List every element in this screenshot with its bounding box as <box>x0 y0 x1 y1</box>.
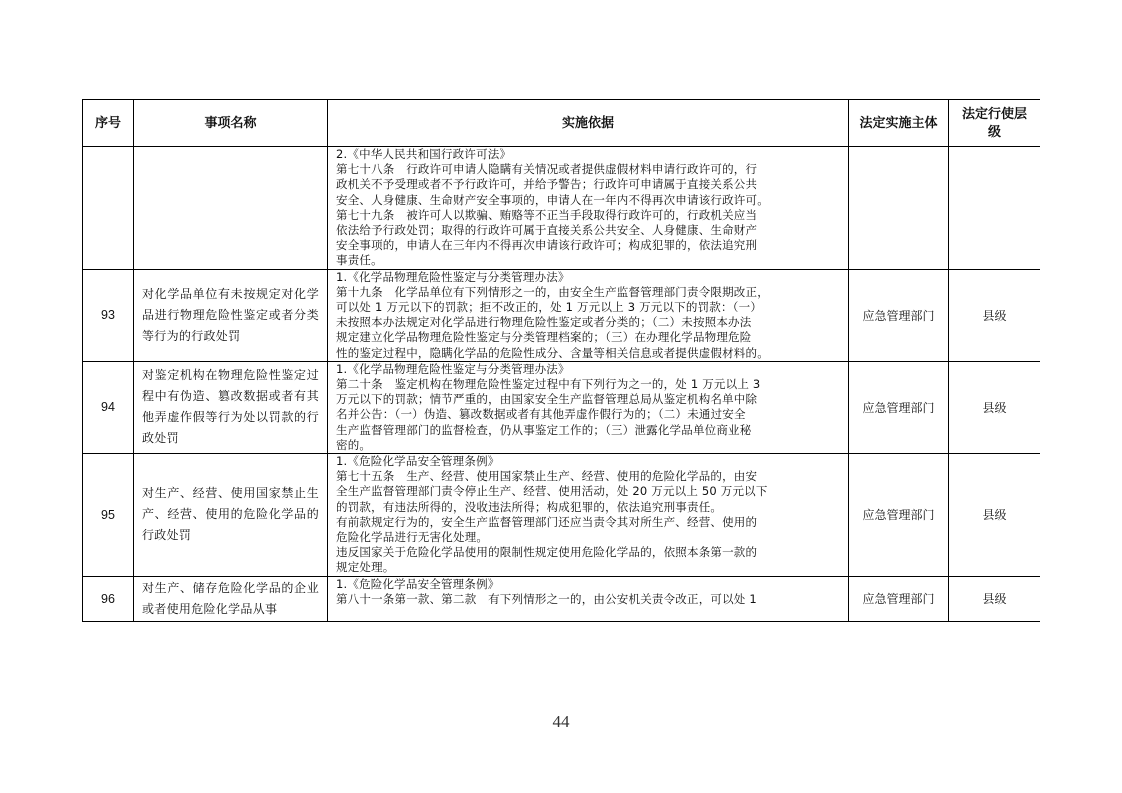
row-item-name: 对生产、经营、使用国家禁止生产、经营、使用的危险化学品的行政处罚 <box>134 454 328 577</box>
row-item-name: 对化学品单位有未按规定对化学品进行物理危险性鉴定或者分类等行为的行政处罚 <box>134 269 328 361</box>
table-row <box>83 576 1041 621</box>
enforcement-items-table <box>82 99 1040 622</box>
basis-line: 名并公告：（一）伪造、篡改数据或者有其他弄虚作假行为的；（二）未通过安全 <box>336 407 746 422</box>
basis-line: 万元以下的罚款；情节严重的，由国家安全生产监督管理总局从鉴定机构名单中除 <box>336 392 758 407</box>
row-serial: 94 <box>83 361 134 453</box>
row-serial <box>83 147 134 270</box>
basis-line: 依法给予行政处罚；取得的行政许可属于直接关系公共安全、人身健康、生命财产 <box>336 223 758 238</box>
row-basis <box>328 147 849 270</box>
table-page-area <box>82 99 1040 697</box>
row-subject <box>849 147 949 270</box>
row-basis <box>328 361 849 453</box>
basis-line: 未按照本办法规定对化学品进行物理危险性鉴定或者分类的；（二）未按照本办法 <box>336 315 752 330</box>
header-level-line2: 级 <box>987 124 1001 139</box>
row-serial: 96 <box>83 576 134 621</box>
basis-line: 第十九条 化学品单位有下列情形之一的，由安全生产监督管理部门责令限期改正， <box>336 284 769 299</box>
basis-line: 2.《中华人民共和国行政许可法》 <box>336 147 512 161</box>
basis-line: 性的鉴定过程中，隐瞒化学品的危险性成分、含量等相关信息或者提供虚假材料的。 <box>336 345 769 360</box>
basis-line: 可以处 1 万元以下的罚款；拒不改正的，处 1 万元以上 3 万元以下的罚款：（一） <box>336 300 763 315</box>
row-subject: 应急管理部门 <box>849 269 949 361</box>
basis-line: 第七十九条 被许可人以欺骗、贿赂等不正当手段取得行政许可的，行政机关应当 <box>336 207 758 222</box>
basis-line: 第二十条 鉴定机构在物理危险性鉴定过程中有下列行为之一的，处 1 万元以上 3 <box>336 377 761 392</box>
row-level: 县级 <box>949 361 1041 453</box>
table-row <box>83 147 1041 270</box>
basis-line: 全生产监督管理部门责令停止生产、经营、使用活动，处 20 万元以上 50 万元以下 <box>336 484 768 499</box>
row-subject: 应急管理部门 <box>849 454 949 577</box>
row-basis <box>328 576 849 621</box>
row-level: 县级 <box>949 269 1041 361</box>
row-subject: 应急管理部门 <box>849 576 949 621</box>
row-item-name: 对生产、储存危险化学品的企业或者使用危险化学品从事 <box>134 576 328 621</box>
table-row <box>83 454 1041 577</box>
header-subject: 法定实施主体 <box>849 100 949 147</box>
row-serial: 93 <box>83 269 134 361</box>
row-level <box>949 147 1041 270</box>
row-item-name <box>134 147 328 270</box>
row-level: 县级 <box>949 454 1041 577</box>
table-row <box>83 361 1041 453</box>
basis-line: 第七十八条 行政许可申请人隐瞒有关情况或者提供虚假材料申请行政许可的，行 <box>336 162 758 177</box>
header-level-line1: 法定行使层 <box>961 106 1027 121</box>
basis-line: 有前款规定行为的，安全生产监督管理部门还应当责令其对所生产、经营、使用的 <box>336 514 758 529</box>
table-row <box>83 269 1041 361</box>
basis-line: 安全事项的，申请人在三年内不得再次申请该行政许可；构成犯罪的，依法追究刑 <box>336 238 758 253</box>
basis-line: 第七十五条 生产、经营、使用国家禁止生产、经营、使用的危险化学品的，由安 <box>336 469 758 484</box>
header-serial: 序号 <box>83 100 134 147</box>
basis-line: 1.《危险化学品安全管理条例》 <box>336 576 500 591</box>
row-serial: 95 <box>83 454 134 577</box>
basis-line: 安全、人身健康、生命财产安全事项的，申请人在一年内不得再次申请该行政许可。 <box>336 192 769 207</box>
basis-line: 政机关不予受理或者不予行政许可，并给予警告；行政许可申请属于直接关系公共 <box>336 177 758 192</box>
basis-line: 事责任。 <box>336 253 383 268</box>
basis-line: 违反国家关于危险化学品使用的限制性规定使用危险化学品的，依照本条第一款的 <box>336 545 758 560</box>
basis-line: 生产监督管理部门的监督检查，仍从事鉴定工作的；（三）泄露化学品单位商业秘 <box>336 422 752 437</box>
header-basis: 实施依据 <box>328 100 849 147</box>
row-basis <box>328 269 849 361</box>
row-basis <box>328 454 849 577</box>
header-item-name: 事项名称 <box>134 100 328 147</box>
row-subject: 应急管理部门 <box>849 361 949 453</box>
basis-line: 规定处理。 <box>336 560 395 575</box>
row-item-name: 对鉴定机构在物理危险性鉴定过程中有伪造、篡改数据或者有其他弄虚作假等行为处以罚款的行政处罚 <box>134 361 328 453</box>
basis-line: 1.《危险化学品安全管理条例》 <box>336 454 500 469</box>
page-number: 44 <box>552 712 570 731</box>
basis-line: 规定建立化学品物理危险性鉴定与分类管理档案的；（三）在办理化学品物理危险 <box>336 330 752 345</box>
basis-line: 1.《化学品物理危险性鉴定与分类管理办法》 <box>336 269 570 284</box>
basis-line: 第八十一条第一款、第二款 有下列情形之一的，由公安机关责令改正，可以处 1 <box>336 591 757 606</box>
basis-line: 的罚款，有违法所得的，没收违法所得；构成犯罪的，依法追究刑事责任。 <box>336 499 723 514</box>
row-level: 县级 <box>949 576 1041 621</box>
basis-line: 危险化学品进行无害化处理。 <box>336 530 489 545</box>
basis-line: 密的。 <box>336 437 372 452</box>
header-level <box>949 100 1041 147</box>
basis-line: 1.《化学品物理危险性鉴定与分类管理办法》 <box>336 361 570 376</box>
table-header-row <box>83 100 1041 147</box>
